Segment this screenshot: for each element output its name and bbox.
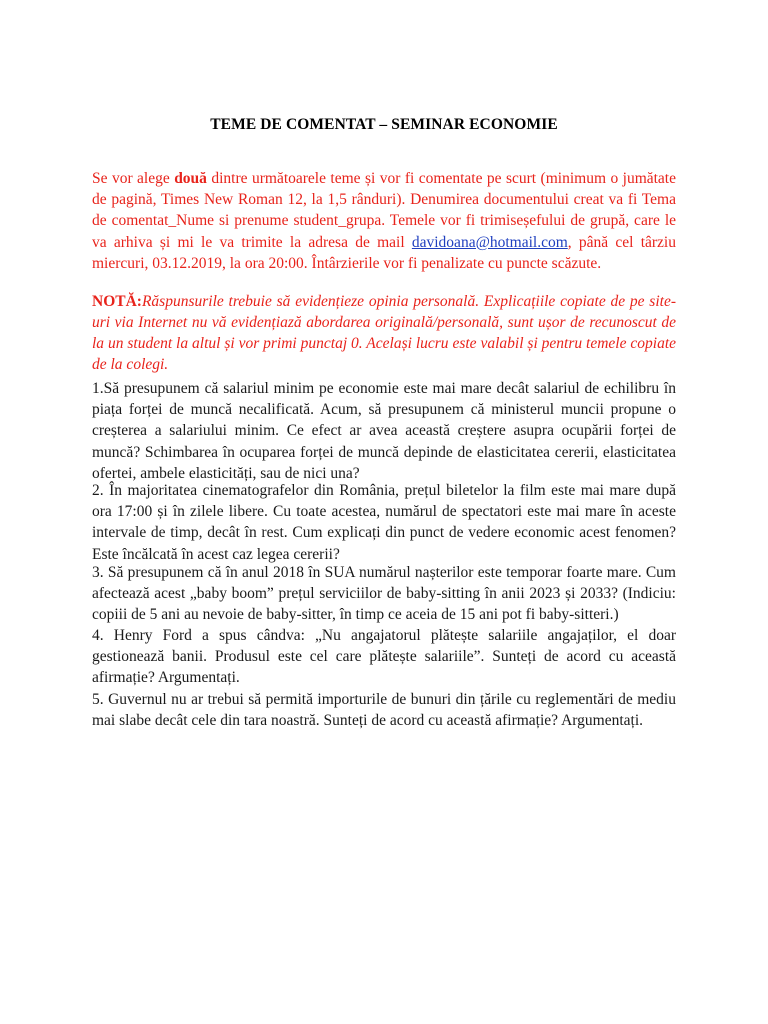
instructions-text-end: , până cel târziu miercuri, 03.12.2019, la ora 20:00. Întârzierile vor fi penalizate cu puncte scăzute. xyxy=(92,233,676,272)
email-link[interactable]: davidoana@hotmail.com xyxy=(411,233,568,251)
instructions-text-middle: dintre următoarele teme și vor fi comentate pe scurt (minimum o jumătate de pagină, Times New Roman 12, la 1,5 rânduri). Denumirea documentului creat va fi Tema de comentat_Nume si prenume student_grupa. Temele vor fi trimiseșefului de grupă, care le va arhiva și mi le va trimite la adresa de mail xyxy=(92,170,676,251)
question-2: 2. În majoritatea cinematografelor din România, prețul biletelor la film este mai mare după ora 17:00 și în zilele libere. Cu toate acestea, numărul de spectatori este mai mare în aceste intervale de timp, decât în rest. Cum explicați din punct de vedere economic acest fenomen? Este încălcată în acest caz legea cererii? xyxy=(92,482,676,563)
note-text: Răspunsurile trebuie să evidențieze opinia personală. Explicațiile copiate de pe site-uri via Internet nu vă evidențiază abordarea originală/personală, sunt ușor de recunoscut de la un student la altul și vor primi punctaj 0. Același lucru este valabil și pentru temele copiate de la colegi. xyxy=(92,293,676,373)
question-1: 1.Să presupunem că salariul minim pe economie este mai mare decât salariul de echilibru în piața forței de muncă necalificată. Acum, să presupunem că ministerul muncii propune o creșterea a salariului minim. Ce efect ar avea această creștere asupra ocupării forței de muncă? Schimbarea în ocuparea forței de muncă depinde de elasticitatea cererii, elasticitatea ofertei, ambele elasticități, sau de nici una? xyxy=(92,380,676,482)
instructions-text-start: Se vor alege xyxy=(92,170,175,187)
document-title: TEME DE COMENTAT – SEMINAR ECONOMIE xyxy=(210,116,558,133)
note-paragraph xyxy=(92,291,676,375)
question-5: 5. Guvernul nu ar trebui să permită importurile de bunuri din țările cu reglementări de mediu mai slabe decât cele din tara noastră. Sunteți de acord cu această afirmație? Argumentați. xyxy=(92,691,676,730)
question-4: 4. Henry Ford a spus cândva: „Nu angajatorul plătește salariile angajaților, el doar gestionează banii. Produsul este cel care plătește salariile”. Sunteți de acord cu această afirmație? Argumentați. xyxy=(92,627,676,687)
question-3: 3. Să presupunem că în anul 2018 în SUA numărul nașterilor este temporar foarte mare. Cum afectează acest „baby boom” prețul serviciilor de baby-sitting în anii 2023 și 2033? (Indiciu: copiii de 5 ani au nevoie de baby-sitter, în timp ce aceia de 15 ani pot fi baby-sitteri.) xyxy=(92,564,676,624)
instructions-bold-word: două xyxy=(174,170,207,187)
instructions-paragraph xyxy=(92,168,676,274)
note-label: NOTĂ: xyxy=(92,293,142,310)
